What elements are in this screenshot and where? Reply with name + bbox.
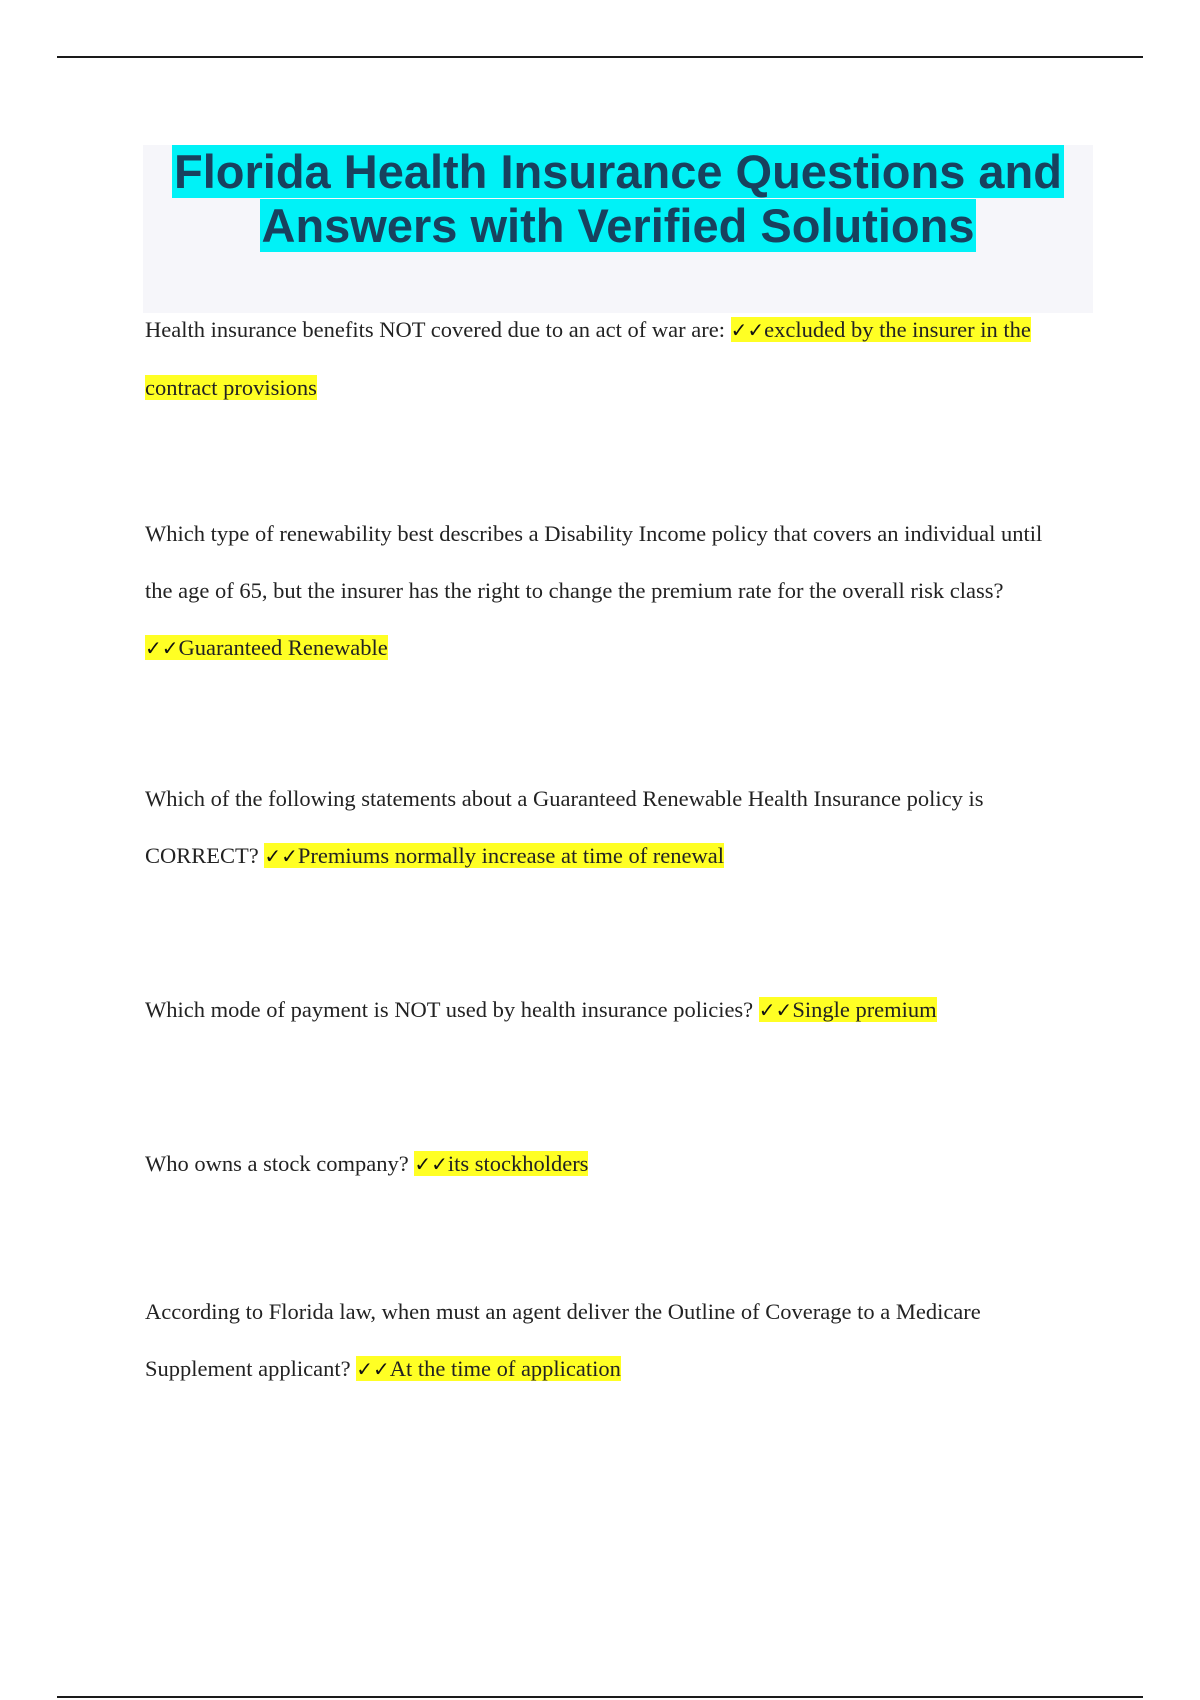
bottom-rule [57,1696,1143,1698]
check-mark-icon: ✓✓ [356,1357,390,1381]
question-text: According to Florida law, when must an agent deliver the Outline of Coverage to a Medicare Supplement applicant? [145,1299,981,1381]
qa-item [145,505,1070,677]
answer-highlight [414,1151,588,1176]
question-text: Who owns a stock company? [145,1151,409,1176]
answer-text: Single premium [792,997,937,1022]
qa-item [145,1135,1070,1193]
qa-item [145,1283,1070,1398]
title-box [143,145,1093,313]
check-mark-icon: ✓✓ [145,636,179,660]
question-text: Which mode of payment is NOT used by health insurance policies? [145,997,754,1022]
answer-highlight [264,843,724,868]
question-text: Which type of renewability best describes a Disability Income policy that covers an individual until the age of 65, but the insurer has the right to change the premium rate for the overall risk class? [145,521,1043,603]
answer-highlight [145,635,388,660]
check-mark-icon: ✓✓ [264,844,298,868]
answer-text: excluded by the insurer in the contract provisions [145,317,1031,400]
answer-text: its stockholders [447,1151,589,1176]
answer-text: At the time of application [389,1356,621,1381]
qa-item [145,770,1070,885]
top-rule [57,56,1143,58]
question-text: Which of the following statements about a Guaranteed Renewable Health Insurance policy is CORRECT? [145,786,984,868]
answer-text: Guaranteed Renewable [178,635,388,660]
qa-item [145,981,1085,1039]
check-mark-icon: ✓✓ [730,318,765,342]
check-mark-icon: ✓✓ [758,998,793,1022]
qa-item [145,301,1070,416]
document-title [143,145,1093,253]
answer-highlight [759,997,937,1022]
document-title-text: Florida Health Insurance Questions and Answers with Verified Solutions [174,145,1062,252]
answer-text: Premiums normally increase at time of renewal [297,843,725,868]
question-text: Health insurance benefits NOT covered due to an act of war are: [145,317,725,342]
answer-highlight [356,1356,621,1381]
check-mark-icon: ✓✓ [414,1152,448,1176]
